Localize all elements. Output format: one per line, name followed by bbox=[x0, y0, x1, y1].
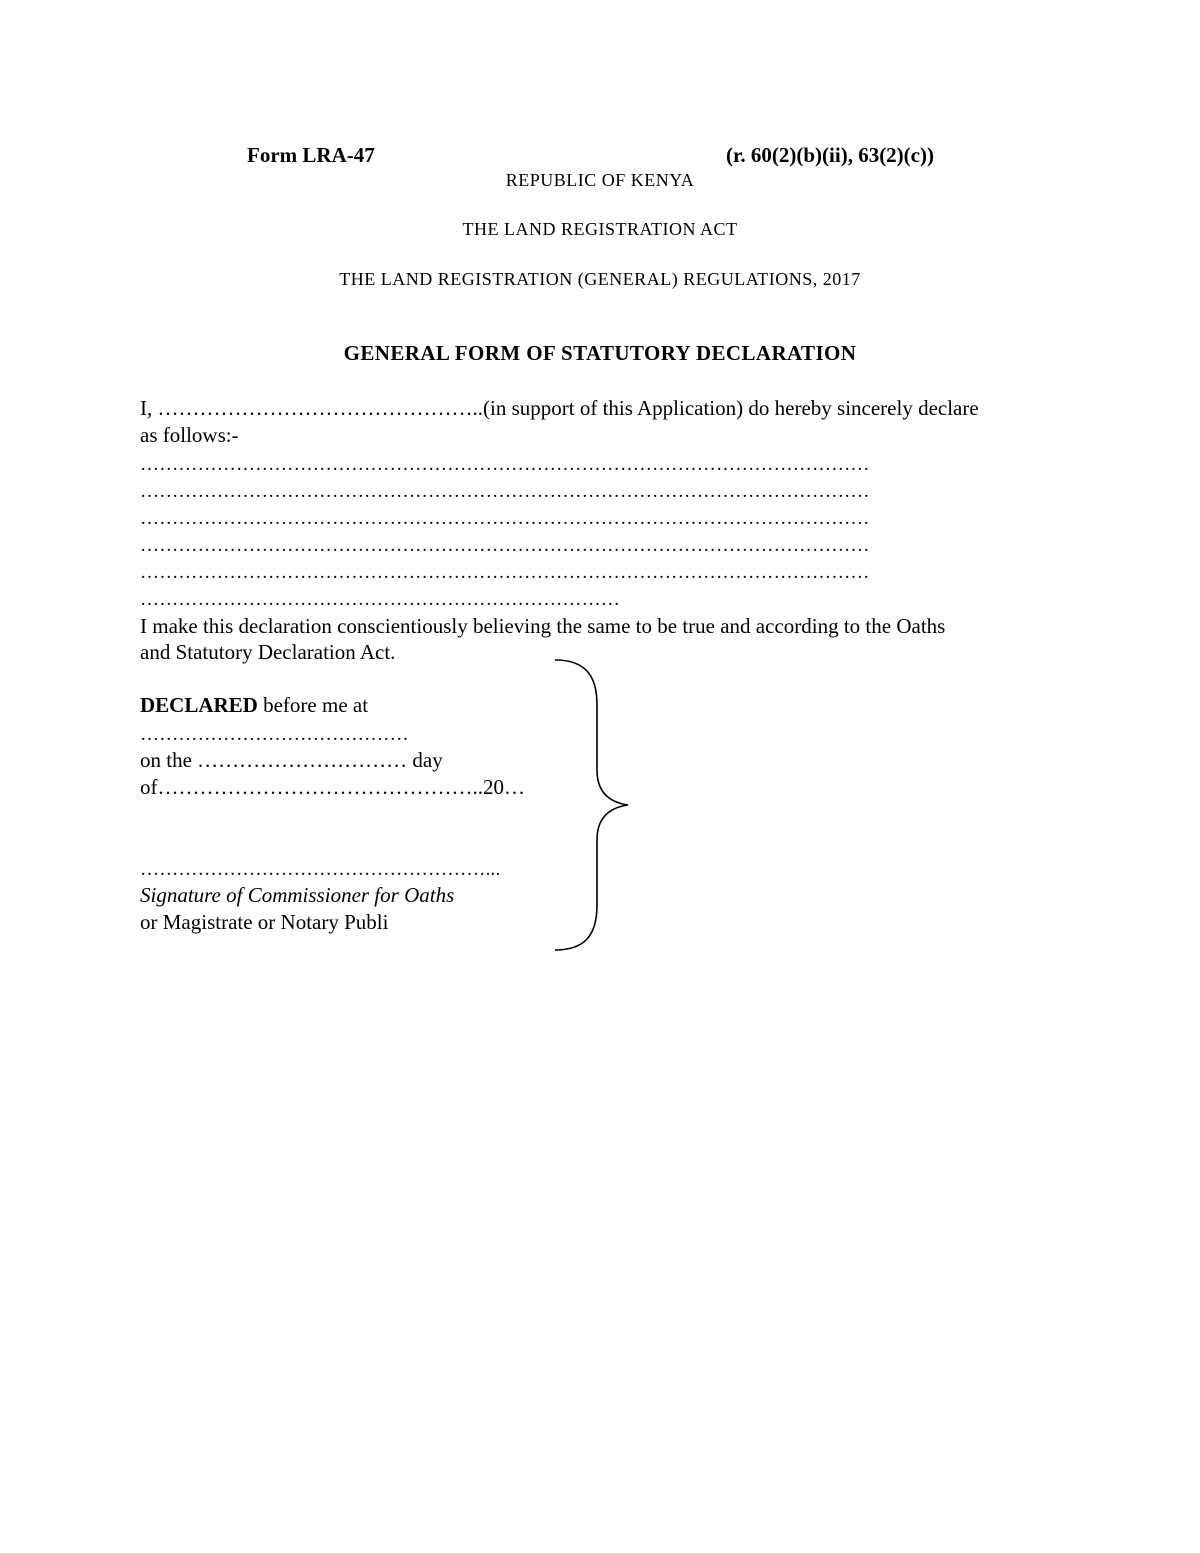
blank-line: …………………………………………………………………………………………………… bbox=[140, 562, 870, 583]
regulations-heading: THE LAND REGISTRATION (GENERAL) REGULATIONS, 2017 bbox=[339, 269, 861, 289]
curly-brace-icon bbox=[540, 650, 640, 960]
declared-label: DECLARED bbox=[140, 693, 258, 717]
month-line: of………………………………………..20… bbox=[140, 775, 525, 799]
blank-line: …………………………………………………………………………………………………… bbox=[140, 481, 870, 502]
date-line: on the ………………………… day bbox=[140, 748, 443, 772]
statement-line-2: and Statutory Declaration Act. bbox=[140, 640, 396, 664]
declaration-line-1: I, ………………………………………..(in support of this Application) do hereby sincerely declare bbox=[140, 396, 979, 420]
declared-rest: before me at bbox=[257, 693, 369, 717]
rule-reference: (r. 60(2)(b)(ii), 63(2)(c)) bbox=[726, 143, 934, 167]
signature-caption: Signature of Commissioner for Oaths bbox=[140, 883, 455, 907]
signature-blank: ………………………………………………... bbox=[140, 859, 501, 880]
blank-line: …………………………………………………………………………………………………… bbox=[140, 508, 870, 529]
form-number: Form LRA-47 bbox=[247, 143, 375, 167]
declared-line bbox=[140, 693, 368, 718]
blank-line: …………………………………………………………………………………………………… bbox=[140, 535, 870, 556]
statement-line-1: I make this declaration conscientiously believing the same to be true and according to the Oaths bbox=[140, 614, 946, 638]
republic-heading: REPUBLIC OF KENYA bbox=[505, 170, 695, 190]
signature-caption-2: or Magistrate or Notary Publi bbox=[140, 910, 389, 934]
blank-line: ………………………………………………………………… bbox=[140, 589, 620, 610]
act-heading: THE LAND REGISTRATION ACT bbox=[462, 219, 738, 239]
declaration-line-2: as follows:- bbox=[140, 423, 239, 447]
blank-line: …………………………………………………………………………………………………… bbox=[140, 454, 870, 475]
form-title: GENERAL FORM OF STATUTORY DECLARATION bbox=[343, 341, 857, 365]
place-blank: …………………………………… bbox=[140, 724, 409, 745]
